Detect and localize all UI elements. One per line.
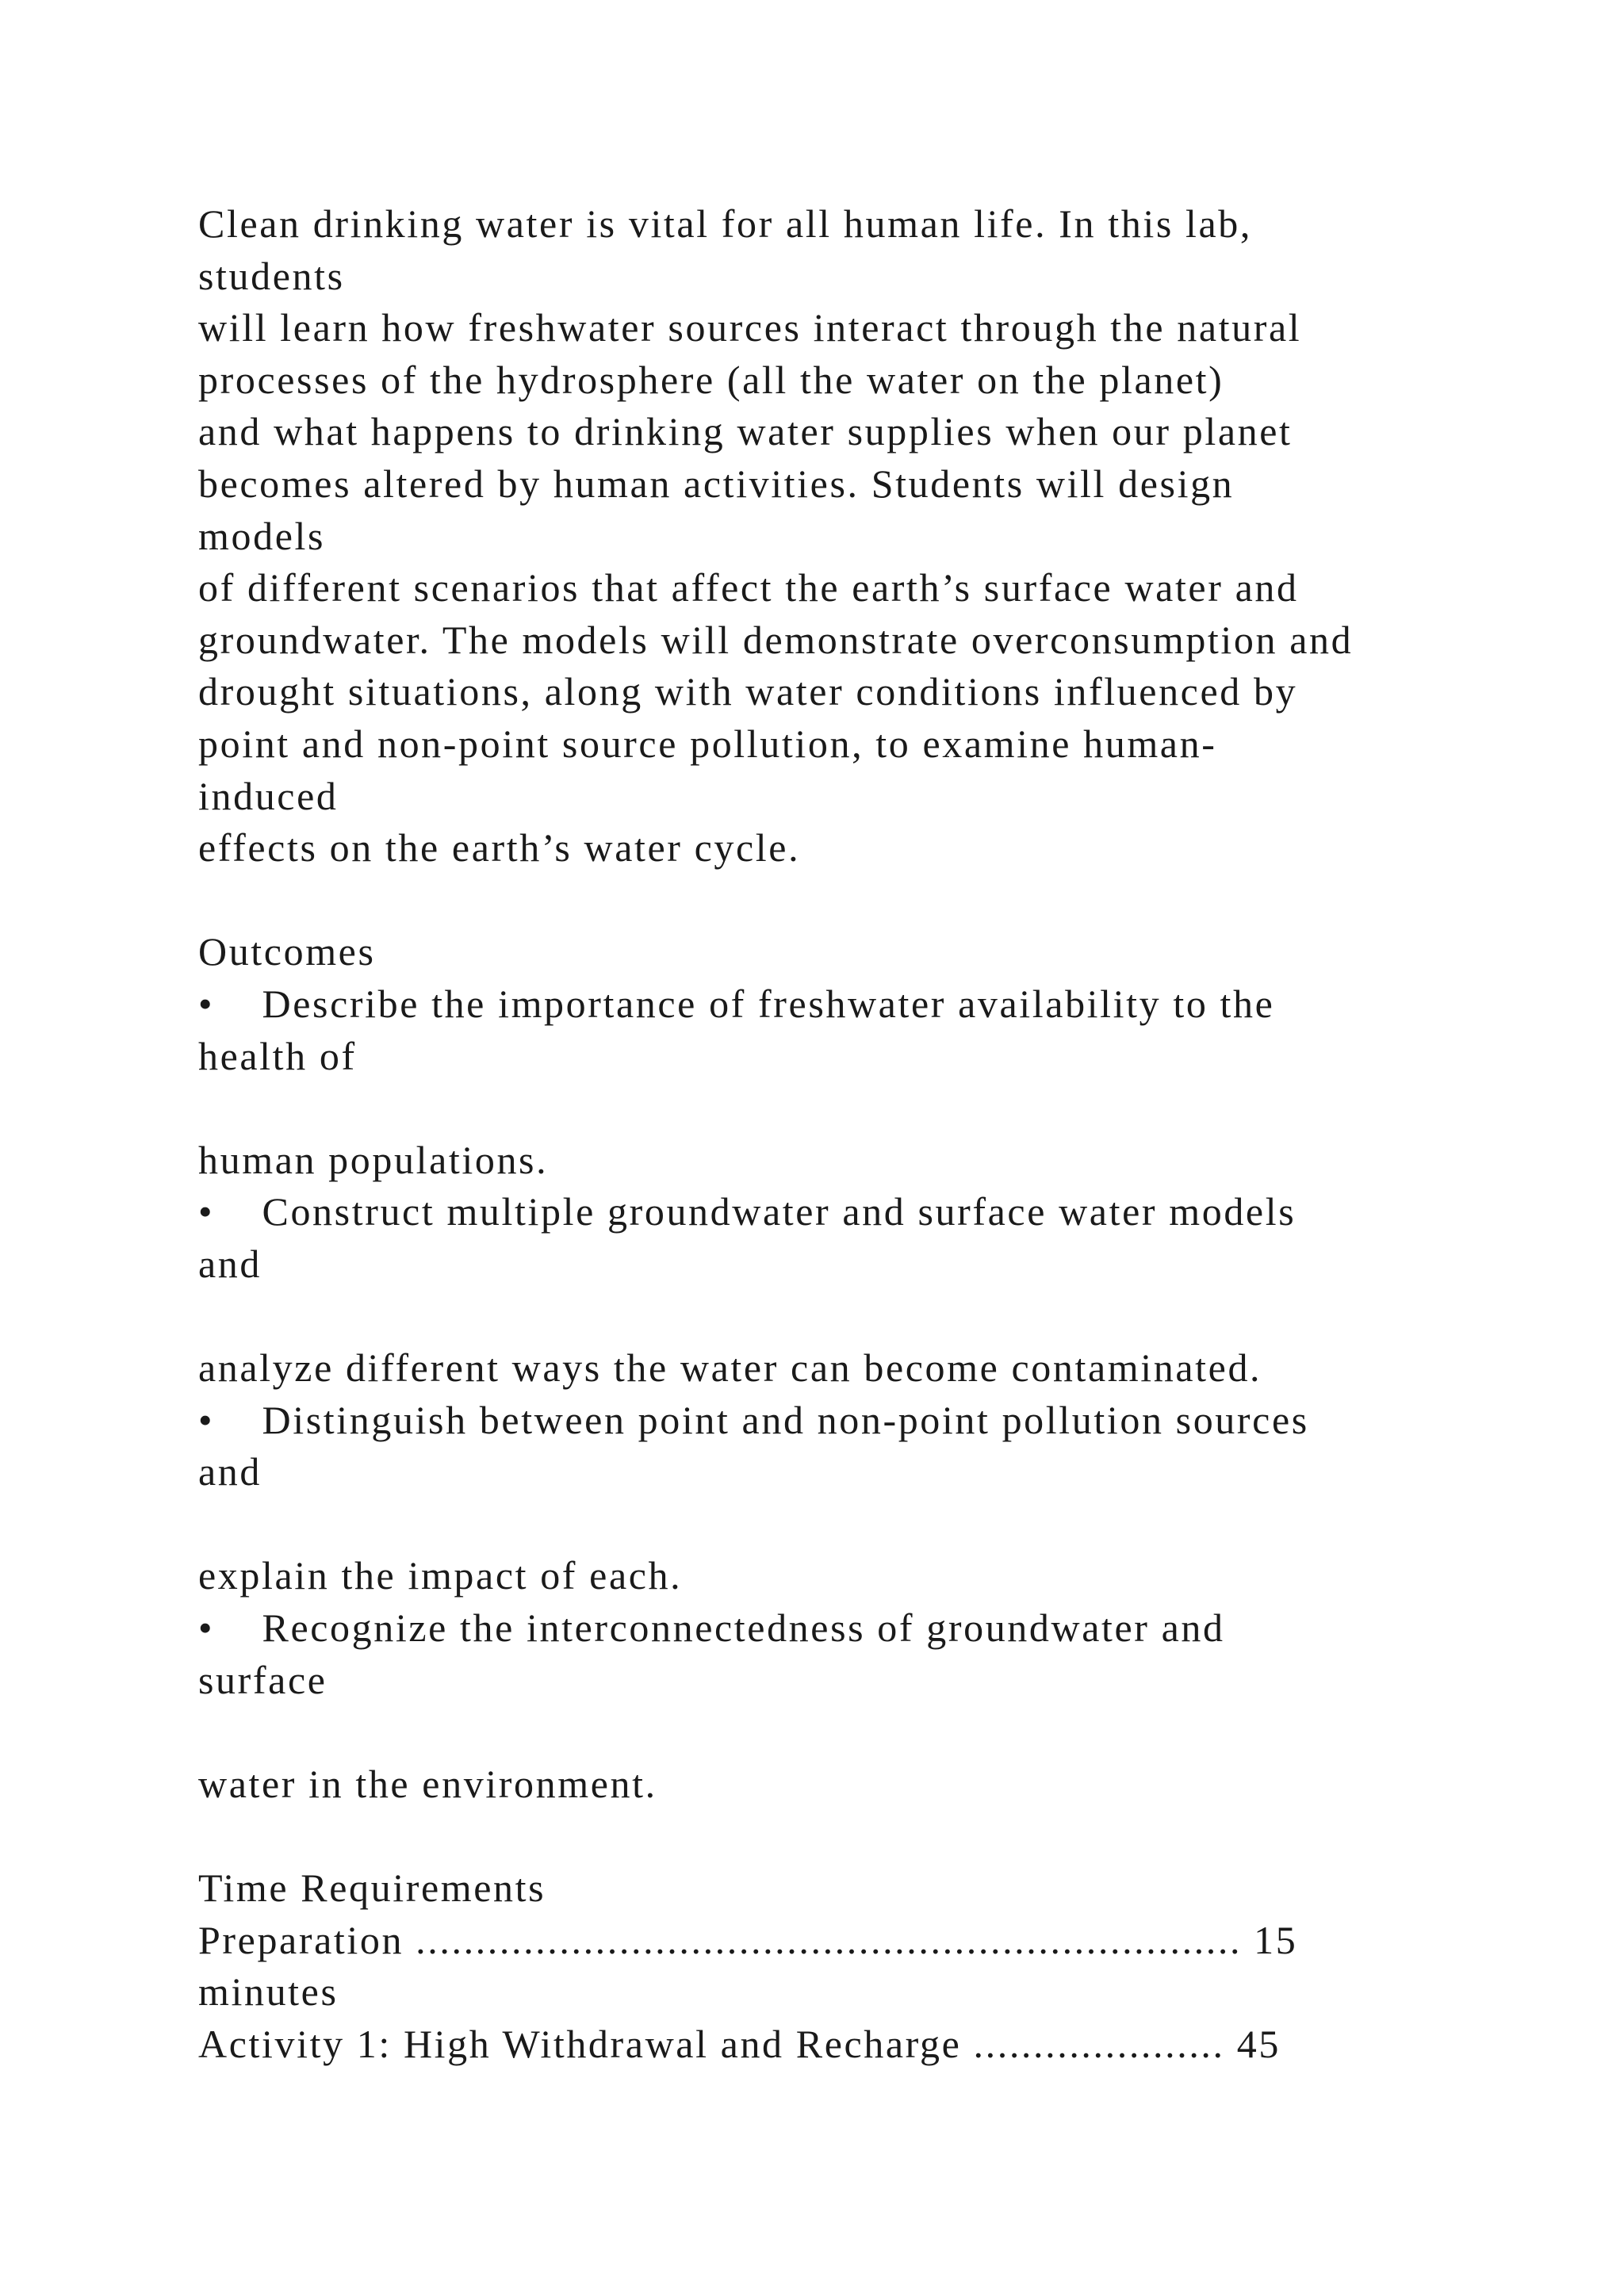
bullet-item-3-cont: and (198, 1449, 262, 1494)
text-line-9: groundwater. The models will demonstrate overconsumption and (198, 617, 1354, 662)
text-line-13: effects on the earth’s water cycle. (198, 825, 801, 871)
bullet-item-4-cont: surface (198, 1657, 327, 1702)
document-page (198, 198, 1546, 2070)
section-heading-outcomes: Outcomes (198, 929, 376, 974)
bullet-item-1: • Describe the importance of freshwater availability to the (198, 981, 1275, 1026)
text-line-2: students (198, 253, 345, 298)
bullet-item-1-cont: human populations. (198, 1137, 549, 1182)
bullet-item-2-cont: analyze different ways the water can become contaminated. (198, 1345, 1262, 1391)
text-line-7: models (198, 513, 326, 558)
blank-line (198, 1290, 1546, 1342)
bullet-item-2-cont: and (198, 1241, 262, 1286)
text-line-1: Clean drinking water is vital for all human life. In this lab, (198, 201, 1252, 246)
text-line-11: point and non-point source pollution, to examine human- (198, 721, 1217, 766)
time-entry-preparation: Preparation ..................................................................... 15 (198, 1917, 1298, 1962)
blank-line (198, 1810, 1546, 1862)
text-line-5: and what happens to drinking water supplies when our planet (198, 409, 1293, 454)
blank-line (198, 1498, 1546, 1551)
time-entry-preparation-unit: minutes (198, 1969, 339, 2015)
bullet-item-3-cont: explain the impact of each. (198, 1553, 683, 1598)
bullet-item-3: • Distinguish between point and non-point pollution sources (198, 1397, 1309, 1442)
bullet-item-2: • Construct multiple groundwater and surface water models (198, 1189, 1297, 1234)
text-line-4: processes of the hydrosphere (all the water on the planet) (198, 357, 1224, 402)
text-line-8: of different scenarios that affect the earth’s surface water and (198, 565, 1299, 610)
time-entry-activity-1: Activity 1: High Withdrawal and Recharge ..................... 45 (198, 2021, 1281, 2066)
text-line-3: will learn how freshwater sources interact through the natural (198, 305, 1302, 350)
bullet-item-1-cont: health of (198, 1033, 357, 1078)
bullet-item-4: • Recognize the interconnectedness of groundwater and (198, 1605, 1225, 1651)
section-heading-time-requirements: Time Requirements (198, 1866, 546, 1910)
bullet-item-4-cont: water in the environment. (198, 1761, 657, 1806)
blank-line (198, 1706, 1546, 1758)
text-line-12: induced (198, 773, 339, 818)
blank-line (198, 874, 1546, 927)
blank-line (198, 1082, 1546, 1135)
text-line-6: becomes altered by human activities. Students will design (198, 461, 1235, 506)
text-line-10: drought situations, along with water conditions influenced by (198, 669, 1298, 714)
